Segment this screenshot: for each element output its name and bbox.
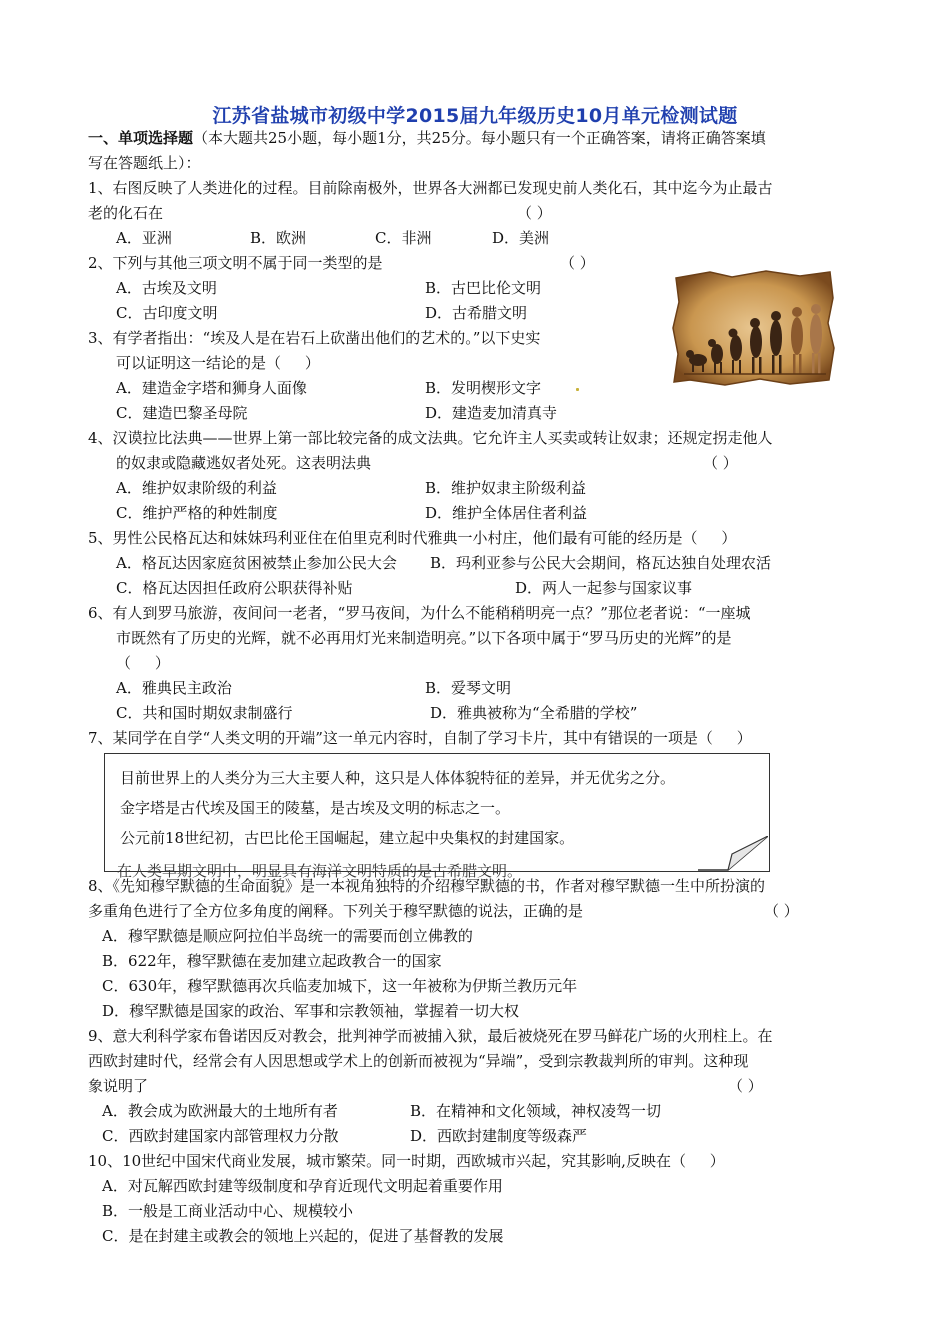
- q10-stem: 10、10世纪中国宋代商业发展，城市繁荣。同一时期，西欧城市兴起，究其影响,反映在（ ）: [88, 1152, 725, 1170]
- q1-option-d: D．美洲: [492, 229, 550, 247]
- q4-answer-blank: （ ）: [703, 454, 738, 472]
- q8-option-d: D．穆罕默德是国家的政治、军事和宗教领袖，掌握着一切大权: [102, 1002, 520, 1020]
- q2-option-a: A．古埃及文明: [116, 279, 217, 297]
- q6-option-a: A．雅典民主政治: [116, 679, 232, 697]
- q9-option-a: A．教会成为欧洲最大的土地所有者: [102, 1102, 338, 1120]
- q2-option-d: D．古希腊文明: [425, 304, 528, 322]
- card-item-1: 目前世界上的人类分为三大主要人种，这只是人体体貌特征的差异，并无优劣之分。: [120, 769, 676, 787]
- page-title: 江苏省盐城市初级中学2015届九年级历史10月单元检测试题: [212, 105, 738, 127]
- q9-option-c: C．西欧封建国家内部管理权力分散: [102, 1127, 339, 1145]
- q1-answer-blank: （ ）: [517, 204, 552, 222]
- q2-option-c: C．古印度文明: [116, 304, 218, 322]
- q4-option-c: C．维护严格的种姓制度: [116, 504, 278, 522]
- q8-answer-blank: （ ）: [764, 902, 799, 920]
- q8-option-b: B．622年，穆罕默德在麦加建立起政教合一的国家: [102, 952, 442, 970]
- q3-stem-cont: 可以证明这一结论的是（ ）: [116, 354, 320, 372]
- q5-stem: 5、男性公民格瓦达和妹妹玛利亚住在伯里克利时代雅典一小村庄，他们最有可能的经历是（ ）: [88, 529, 737, 547]
- q9-option-d: D．西欧封建制度等级森严: [410, 1127, 588, 1145]
- speck-mark: [576, 388, 579, 391]
- q9-stem: 9、意大利科学家布鲁诺因反对教会，批判神学而被捕入狱，最后被烧死在罗马鲜花广场的火刑柱上。在: [88, 1027, 773, 1045]
- q10-option-c: C．是在封建主或教会的领地上兴起的，促进了基督教的发展: [102, 1227, 504, 1245]
- q3-option-a: A．建造金字塔和狮身人面像: [116, 379, 307, 397]
- q9-answer-blank: （ ）: [728, 1077, 763, 1095]
- q8-option-a: A．穆罕默德是顺应阿拉伯半岛统一的需要而创立佛教的: [102, 927, 473, 945]
- section-header: [88, 128, 766, 148]
- q2-stem: 2、下列与其他三项文明不属于同一类型的是: [88, 254, 383, 272]
- card-item-4: 在人类早期文明中，明显具有海洋文明特质的是古希腊文明。: [117, 862, 523, 880]
- q5-option-c: C．格瓦达因担任政府公职获得补贴: [116, 579, 353, 597]
- q1-option-a: A．亚洲: [116, 229, 172, 247]
- q10-option-a: A．对瓦解西欧封建等级制度和孕育近现代文明起着重要作用: [102, 1177, 503, 1195]
- q6-stem-cont: 市既然有了历史的光辉，就不必再用灯光来制造明亮。”以下各项中属于“罗马历史的光辉”的是: [116, 629, 732, 647]
- q7-stem: 7、某同学在自学“人类文明的开端”这一单元内容时，自制了学习卡片，其中有错误的一项是（ ）: [88, 729, 752, 747]
- q9-option-b: B．在精神和文化领域，神权凌驾一切: [410, 1102, 662, 1120]
- q6-option-b: B．爱琴文明: [425, 679, 512, 697]
- q4-stem: 4、汉谟拉比法典——世界上第一部比较完备的成文法典。它允许主人买卖或转让奴隶；还规定拐走他人: [88, 429, 773, 447]
- section-instructions: （本大题共25小题，每小题1分，共25分。每小题只有一个正确答案，请将正确答案填: [193, 129, 766, 147]
- q8-option-c: C．630年，穆罕默德再次兵临麦加城下，这一年被称为伊斯兰教历元年: [102, 977, 578, 995]
- q6-stem: 6、有人到罗马旅游，夜间问一老者，“罗马夜间，为什么不能稍稍明亮一点？”那位老者说：“一座城: [88, 604, 751, 622]
- q4-stem-cont: 的奴隶或隐藏逃奴者处死。这表明法典: [116, 454, 372, 472]
- q6-option-d: D．雅典被称为“全希腊的学校”: [430, 704, 638, 722]
- q3-stem: 3、有学者指出：“埃及人是在岩石上砍凿出他们的艺术的。”以下史实: [88, 329, 541, 347]
- card-item-3: 公元前18世纪初，古巴比伦王国崛起，建立起中央集权的封建国家。: [120, 829, 575, 847]
- q6-answer-blank: （ ）: [116, 654, 170, 672]
- q1-option-c: C．非洲: [375, 229, 432, 247]
- q1-stem-cont: 老的化石在: [88, 204, 164, 222]
- section-heading: 一、单项选择题: [88, 129, 194, 147]
- q2-answer-blank: （ ）: [560, 254, 595, 272]
- q5-option-d: D．两人一起参与国家议事: [515, 579, 693, 597]
- q4-option-b: B．维护奴隶主阶级利益: [425, 479, 587, 497]
- q10-option-b: B．一般是工商业活动中心、规模较小: [102, 1202, 354, 1220]
- q1-stem: 1、右图反映了人类进化的过程。目前除南极外，世界各大洲都已发现史前人类化石，其中迄今为止最古: [88, 179, 773, 197]
- q5-option-b: B．玛利亚参与公民大会期间，格瓦达独自处理农活: [430, 554, 772, 572]
- q8-stem-cont: 多重角色进行了全方位多角度的阐释。下列关于穆罕默德的说法，正确的是: [88, 902, 584, 920]
- q6-option-c: C．共和国时期奴隶制盛行: [116, 704, 293, 722]
- q2-option-b: B．古巴比伦文明: [425, 279, 542, 297]
- q9-stem-cont-2: 象说明了: [88, 1077, 149, 1095]
- card-fold-corner: [698, 836, 768, 872]
- q8-stem: 8、《先知穆罕默德的生命面貌》是一本视角独特的介绍穆罕默德的书，作者对穆罕默德一生中所扮演的: [88, 877, 766, 895]
- q3-option-d: D．建造麦加清真寺: [425, 404, 558, 422]
- q3-option-b: B．发明楔形文字: [425, 379, 542, 397]
- q4-option-d: D．维护全体居住者利益: [425, 504, 588, 522]
- q5-option-a: A．格瓦达因家庭贫困被禁止参加公民大会: [116, 554, 397, 572]
- study-card: [104, 753, 770, 872]
- human-evolution-image: [670, 268, 836, 388]
- card-item-2: 金字塔是古代埃及国王的陵墓，是古埃及文明的标志之一。: [120, 799, 511, 817]
- q4-option-a: A．维护奴隶阶级的利益: [116, 479, 277, 497]
- q1-option-b: B．欧洲: [250, 229, 307, 247]
- q9-stem-cont: 西欧封建时代，经常会有人因思想或学术上的创新而被视为“异端”，受到宗教裁判所的审判。这种现: [88, 1052, 749, 1070]
- q3-option-c: C．建造巴黎圣母院: [116, 404, 248, 422]
- section-instructions-cont: 写在答题纸上）：: [88, 154, 201, 172]
